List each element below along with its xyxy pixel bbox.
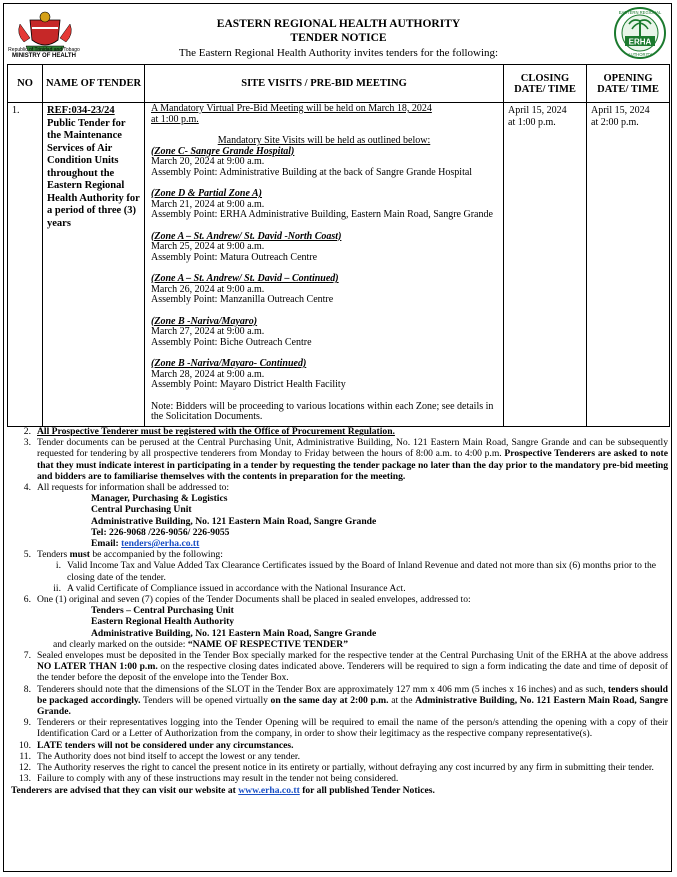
zone-date: March 26, 2024 at 9:00 a.m. <box>151 283 265 295</box>
prebid-line-2: at 1:00 p.m. <box>151 113 199 125</box>
address-line: Manager, Purchasing & Logistics <box>91 493 228 505</box>
note-text: Tenderers or their representatives logging into the Tender Opening will be required to email the name of the person/s attending the opening with a copy of their Identification Card or a Letter of Authorization from the company, in order to show their legitimacy as the respective company representative(s). <box>37 717 668 740</box>
zone-label: (Zone A – St. Andrew/ St. David – Continued) <box>151 273 339 284</box>
zone-assembly-point: Assembly Point: Mayaro District Health Facility <box>151 379 346 390</box>
list-item: 3. Tender documents can be perused at the Central Purchasing Unit, Administrative Building, No. 121 Eastern Main Road, Sangre Grande and can be subsequently requested for tendering by all prospective tenderers from Monday to Friday between the hours of 8:00 a.m. to 4:00 p.m. Prospective Tenderers are asked to note that they must indicate interest in participating in a tender by requesting the tender package no later than the day prior to the mandatory pre-bid meeting and bidders are to familiarise themselves with the contents in preparation for the meeting. <box>23 437 668 482</box>
visits-intro: Mandatory Site Visits will be held as outlined below: <box>217 135 431 146</box>
zone-assembly-point: Assembly Point: Administrative Building at the back of Sangre Grande Hospital <box>151 166 473 178</box>
list-item: ii. A valid Certificate of Compliance issued in accordance with the National Insurance Act. <box>53 582 406 594</box>
address-line: Administrative Building, No. 121 Eastern Main Road, Sangre Grande <box>91 627 377 639</box>
list-item: 10. LATE tenders will not be considered under any circumstances. <box>19 739 294 751</box>
list-item: 9. Tenderers or their representatives logging into the Tender Opening will be required to email the name of the person/s attending the opening with a copy of their Identification Card or a Letter of Authorization from the company, in order to show their legitimacy as the respective company representative(s). <box>23 717 668 740</box>
list-item: 11. The Authority does not bind itself to accept the lowest or any tender. <box>19 750 300 762</box>
address-line: Tenders – Central Purchasing Unit <box>91 605 234 617</box>
col-header-no: NO <box>8 65 43 103</box>
email-link[interactable]: tenders@erha.co.tt <box>121 538 200 550</box>
email-line: Email: tenders@erha.co.tt <box>91 538 200 550</box>
note-text: Tender documents can be perused at the Central Purchasing Unit, Administrative Building, No. 121 Eastern Main Road, Sangre Grande and can be subsequently requested for tendering by all prospective tenderers from Monday to Friday between the hours of 8:00 a.m. to 4:00 p.m. <box>37 437 668 460</box>
zone-label: (Zone A – St. Andrew/ St. David -North Coast) <box>151 230 342 242</box>
tender-table <box>7 64 670 427</box>
zone-date: March 25, 2024 at 9:00 a.m. <box>151 241 265 252</box>
notes-list <box>11 426 668 796</box>
tender-name-cell <box>43 103 145 427</box>
note-text: All Prospective Tenderer must be registered with the Office of Procurement Regulation. <box>37 426 395 437</box>
note-text: Failure to comply with any of these instructions may result in the tender not being considered. <box>37 773 399 785</box>
zone-label: (Zone B -Nariva/Mayaro) <box>151 315 258 327</box>
zone-label: (Zone B -Nariva/Mayaro- Continued) <box>151 358 307 369</box>
erha-logo-icon <box>613 6 667 60</box>
note-text: The Authority does not bind itself to accept the lowest or any tender. <box>37 750 300 762</box>
address-line: Administrative Building, No. 121 Eastern Main Road, Sangre Grande <box>91 515 377 527</box>
zone-assembly-point: Assembly Point: Biche Outreach Centre <box>151 336 312 348</box>
note-text: One (1) original and seven (7) copies of the Tender Documents shall be placed in sealed envelopes, addressed to: <box>37 594 471 606</box>
visits-cell <box>145 103 504 427</box>
prebid-line-1: A Mandatory Virtual Pre-Bid Meeting will be held on March 18, 2024 <box>151 103 432 114</box>
address-line: Eastern Regional Health Authority <box>91 616 235 628</box>
list-item: 4. All requests for information shall be addressed to: <box>23 482 230 494</box>
zone-assembly-point: Assembly Point: ERHA Administrative Building, Eastern Main Road, Sangre Grande <box>151 209 493 220</box>
col-header-name: NAME OF TENDER <box>43 65 145 103</box>
list-item: 5. Tenders must be accompanied by the following: <box>23 549 223 561</box>
closing-date: April 15, 2024 <box>508 105 567 116</box>
list-item: 8. Tenderers should note that the dimensions of the SLOT in the Tender Box are approximately 127 mm x 406 mm (5 inches x 16 inches) and as such, tenders should be packaged accordingly. Tenders will be opened virtually on the same day at 2:00 p.m. at the Administrative Building, No. 121 Eastern Main Road, Sangre Grande. <box>23 683 669 718</box>
closing-cell <box>504 103 587 427</box>
list-item: 2. All Prospective Tenderer must be registered with the Office of Procurement Regulation. <box>23 426 395 437</box>
notice-intro: The Eastern Regional Health Authority invites tenders for the following: <box>178 47 499 59</box>
notice-header <box>4 4 671 62</box>
logo-erha-text: ERHA <box>628 37 652 47</box>
list-item: 12. The Authority reserves the right to cancel the present notice in its entirety or partially, without defraying any cost incurred by any firm in submitting their tender. <box>19 762 654 774</box>
zone-date: March 27, 2024 at 9:00 a.m. <box>151 326 265 337</box>
table-row <box>8 103 670 427</box>
ministry-label: MINISTRY OF HEALTH <box>12 53 76 59</box>
tender-ref: REF:034-23/24 <box>47 105 115 116</box>
list-item: 7. Sealed envelopes must be deposited in the Tender Box specially marked for the respective tender at the Central Purchasing Unit of the ERHA at the above address NO LATER THAN 1:00 p.m. on the respective closing dates indicated above. Tenderers will be required to sign a form indicating the date and time of deposit of the tender before the deposit of the envelope into the Tender Box. <box>23 650 668 684</box>
col-header-closing: CLOSING DATE/ TIME <box>504 65 587 103</box>
marking-line: and clearly marked on the outside: “NAME OF RESPECTIVE TENDER” <box>53 638 348 650</box>
note-bold-text: Prospective Tenderers are asked to note that they must indicate interest in participating in a tender by requesting the tender package no later than the day prior to the mandatory pre-bid meeting and bidders are to familiarise themselves with the contents in preparation for the meeting. <box>37 448 668 482</box>
notice-title: TENDER NOTICE <box>290 32 387 44</box>
table-header-row <box>8 65 670 103</box>
tender-notice-page <box>3 3 672 872</box>
authority-title: EASTERN REGIONAL HEALTH AUTHORITY <box>216 18 461 30</box>
opening-time: at 2:00 p.m. <box>591 116 639 128</box>
col-header-opening: OPENING DATE/ TIME <box>587 65 670 103</box>
list-item: 13. Failure to comply with any of these instructions may result in the tender not being considered. <box>19 773 399 785</box>
opening-cell <box>587 103 670 427</box>
zone-assembly-point: Assembly Point: Manzanilla Outreach Centre <box>151 294 334 305</box>
note-text: Valid Income Tax and Value Added Tax Clearance Certificates issued by the Board of Inland Revenue and dated not more than six (6) months prior to the closing date of the tender. <box>67 560 657 583</box>
website-footer: Tenderers are advised that they can visit our website at www.erha.co.tt for all published Tender Notices. <box>11 784 435 796</box>
note-text: The Authority reserves the right to cancel the present notice in its entirety or partially, without defraying any cost incurred by any firm in submitting their tender. <box>37 762 654 774</box>
note-text: A valid Certificate of Compliance issued in accordance with the National Insurance Act. <box>67 582 406 594</box>
address-line: Central Purchasing Unit <box>91 504 192 516</box>
logo-top-text: EASTERN REGIONAL <box>618 10 662 15</box>
closing-time: at 1:00 p.m. <box>508 116 556 128</box>
coat-of-arms-caption: Republic of Trinidad and Tobago <box>8 47 80 53</box>
zone-label: (Zone D & Partial Zone A) <box>151 188 263 199</box>
row-number: 1. <box>8 103 43 427</box>
list-item: 6. One (1) original and seven (7) copies of the Tender Documents shall be placed in sealed envelopes, addressed to: <box>23 594 471 606</box>
col-header-visits: SITE VISITS / PRE-BID MEETING <box>145 65 504 103</box>
zone-assembly-point: Assembly Point: Matura Outreach Centre <box>151 251 318 263</box>
list-item: i. Valid Income Tax and Value Added Tax Clearance Certificates issued by the Board of Inland Revenue and dated not more than six (6) months prior to the closing date of the tender. <box>55 560 657 583</box>
logo-bottom-text: AUTHORITY <box>627 52 653 57</box>
opening-date: April 15, 2024 <box>591 105 650 116</box>
tender-name: Public Tender for the Maintenance Services of Air Condition Units throughout the Eastern Regional Health Authority for a period of three (3) years <box>47 117 140 229</box>
website-link[interactable]: www.erha.co.tt <box>238 784 300 796</box>
telephone-line: Tel: 226-9068 /226-9056/ 226-9055 <box>91 526 230 538</box>
zone-date: March 28, 2024 at 9:00 a.m. <box>151 368 265 380</box>
zone-label: (Zone C- Sangre Grande Hospital) <box>151 145 295 157</box>
visits-note: Note: Bidders will be proceeding to various locations within each Zone; see details in the Solicitation Documents. <box>151 400 494 422</box>
note-text: All requests for information shall be addressed to: <box>37 482 230 494</box>
note-text: LATE tenders will not be considered under any circumstances. <box>37 739 294 751</box>
zone-date: March 20, 2024 at 9:00 a.m. <box>151 156 265 167</box>
zone-date: March 21, 2024 at 9:00 a.m. <box>151 198 265 210</box>
